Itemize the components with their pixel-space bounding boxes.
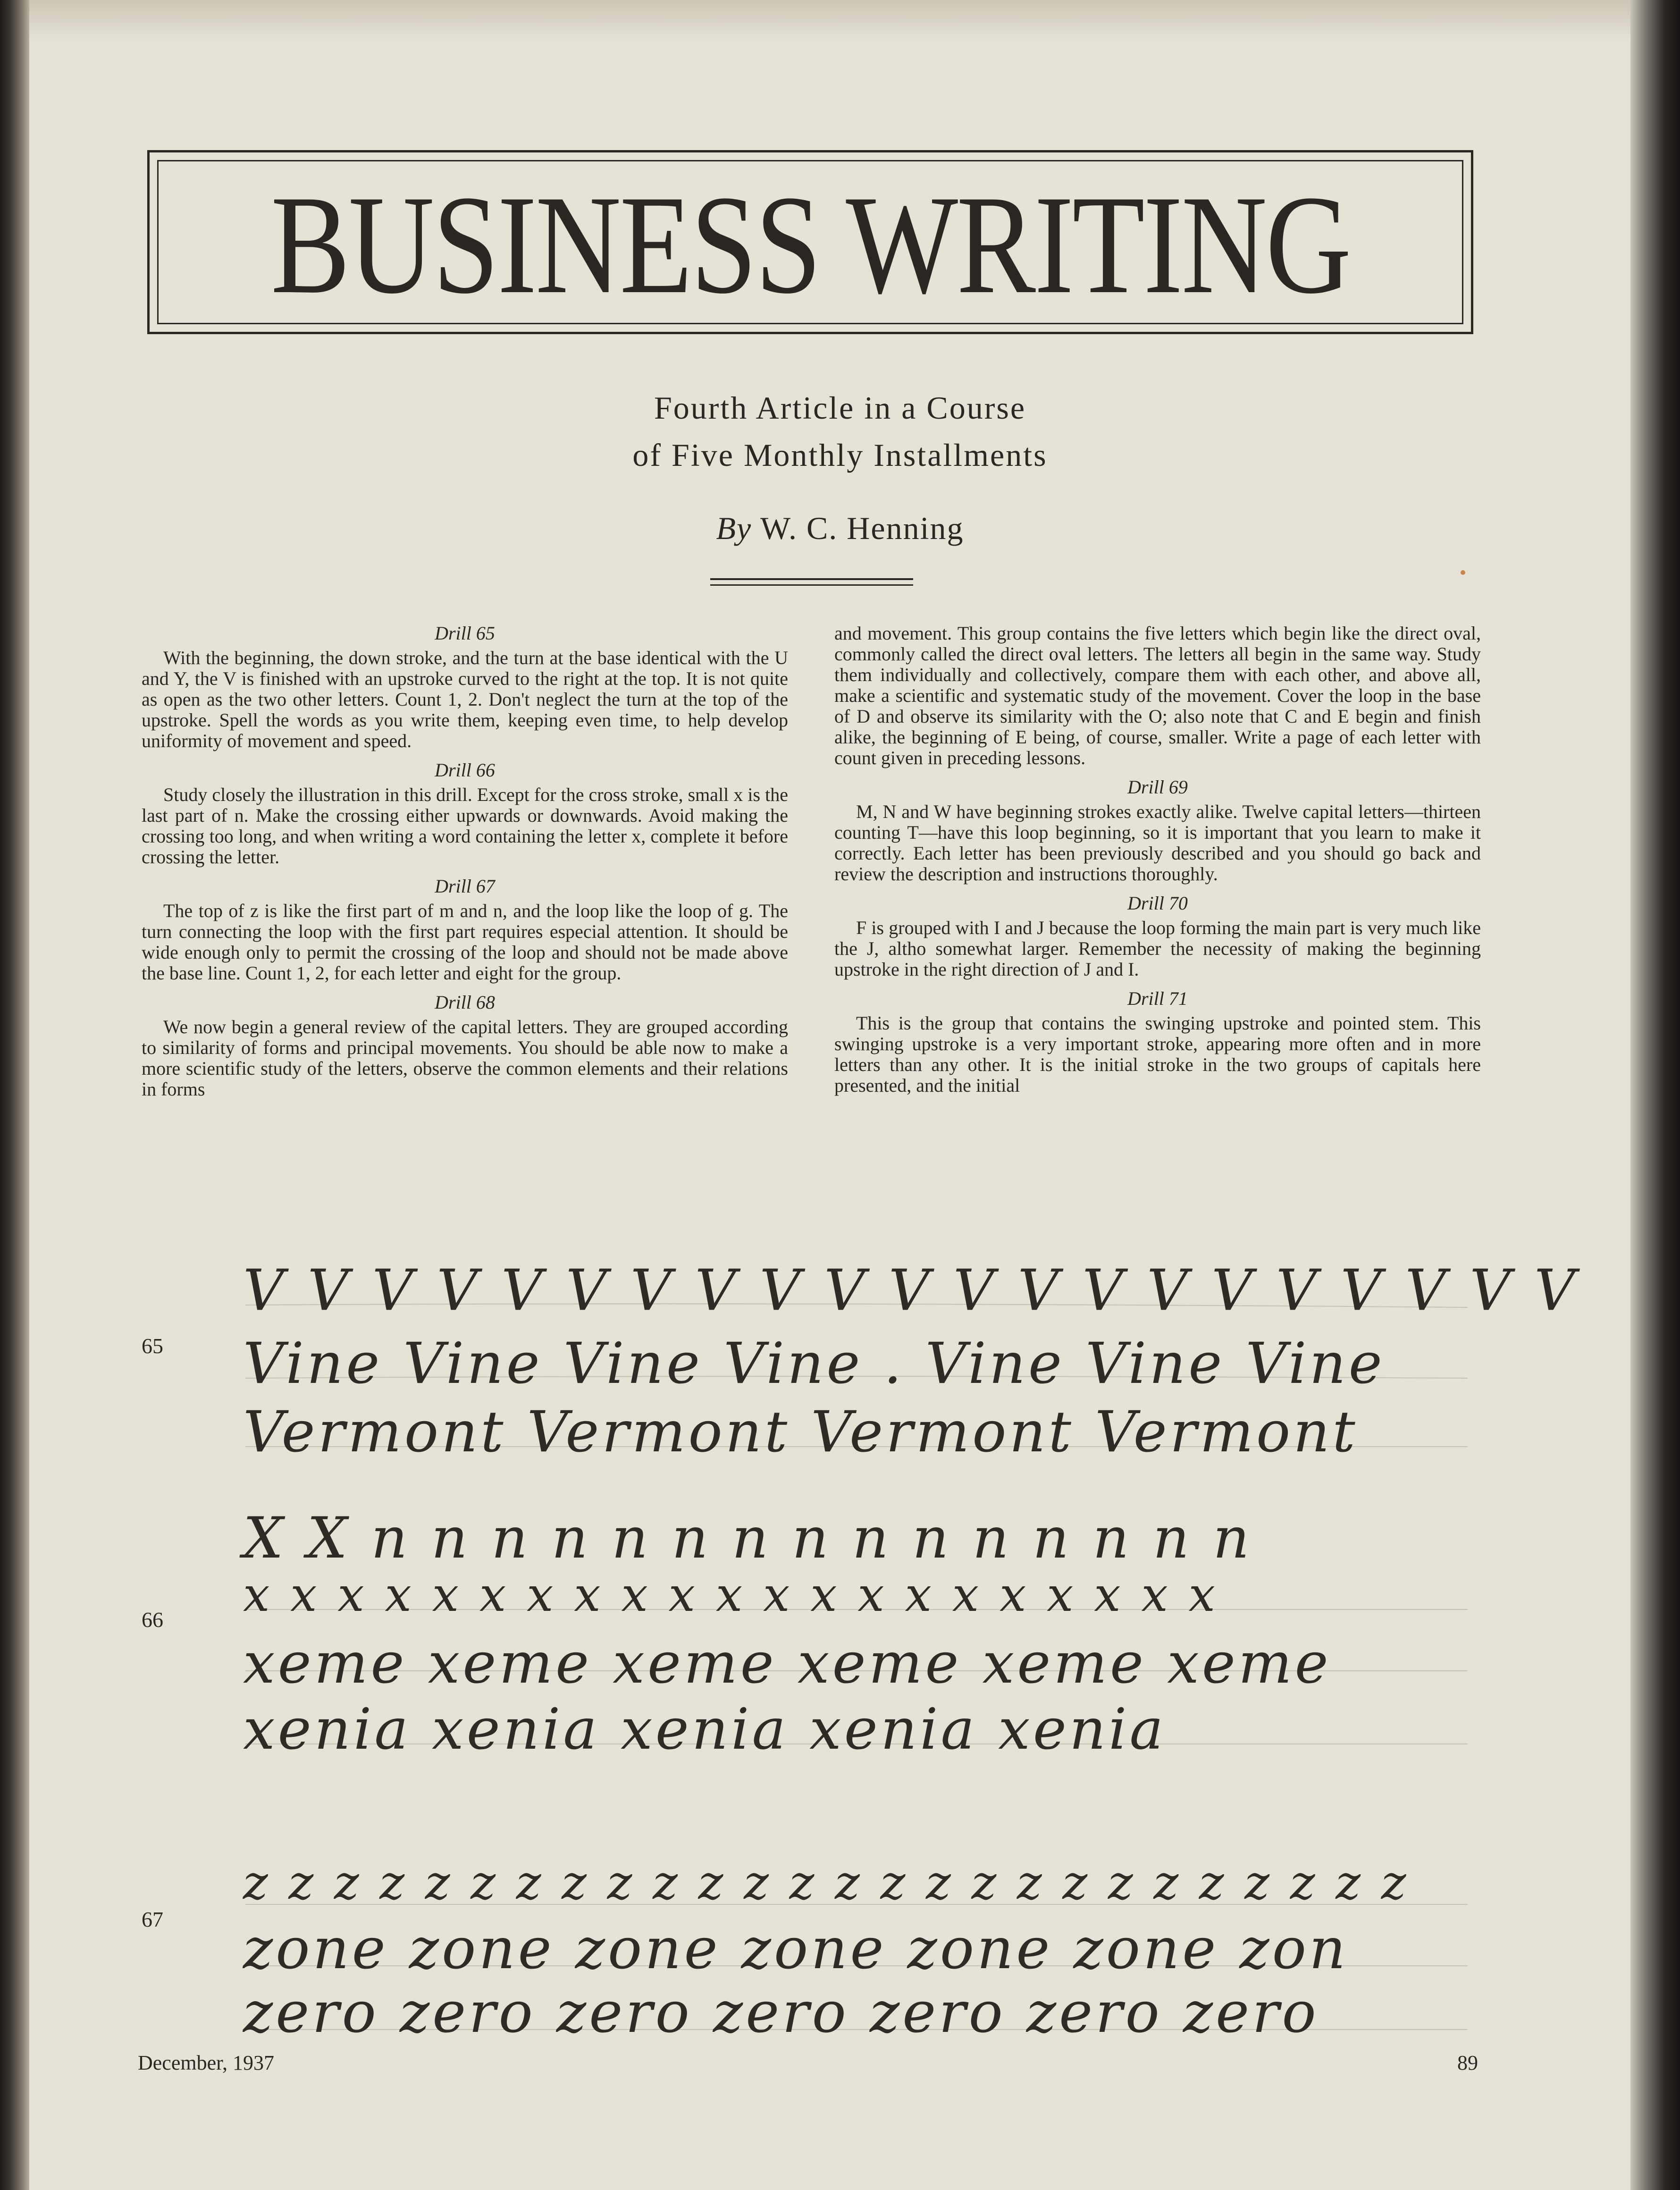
article-title: BUSINESS WRITING — [270, 166, 1350, 323]
subtitle-line-1: Fourth Article in a Course — [654, 390, 1026, 426]
drill-67-text: The top of z is like the first part of m and n, and the loop like the loop of g. The turn connecting the loop with the first part requires especial attention. It should be wide enough only to permit the crossing of the loop and should not be made above the base line. Count 1, 2, for each letter and eight for the group. — [142, 900, 788, 984]
book-spine-shadow — [0, 0, 29, 2190]
left-text-column — [142, 623, 788, 1108]
byline-prefix: By — [716, 510, 752, 546]
drill-71-heading: Drill 71 — [1127, 988, 1188, 1009]
byline — [330, 510, 1350, 547]
drill-70-heading: Drill 70 — [1127, 893, 1188, 914]
title-inner-frame — [157, 160, 1463, 324]
drill-67-heading: Drill 67 — [435, 876, 495, 897]
page-top-shadow — [29, 0, 1630, 42]
drill-68-continued-text: and movement. This group contains the five letters which begin like the direct oval, commonly called the direct oval letters. The letters all begin in the same way. Study them individually and collectively, compare them with each other, and above all, make a scientific and systematic study of the movement. Cover the loop in the base of D and observe its similarity with the O; also note that C and E begin and finish alike, the beginning of E being, of course, smaller. Write a page of each letter with count given in preceding lessons. — [834, 623, 1481, 768]
specimen-row-v: V V V V V V V V V V V V V V V V V V V V V — [243, 1258, 1578, 1323]
drill-66-heading: Drill 66 — [435, 759, 495, 781]
drill-71-text: This is the group that contains the swinging upstroke and pointed stem. This swinging upstroke is a very important stroke, appearing more often and in more letters than any other. It is the initial stroke in the two groups of capitals here presented, and the initial — [834, 1012, 1481, 1096]
specimen-row-vermont: Vermont Vermont Vermont Vermont — [243, 1399, 1358, 1465]
right-text-column — [834, 623, 1481, 1104]
drill-68-text: We now begin a general review of the capital letters. They are grouped according to similarity of forms and principal movements. You should be able now to make a more scientific study of the letters, observe the common elements and their relations in forms — [142, 1016, 788, 1100]
drill-65-heading: Drill 65 — [435, 623, 495, 644]
specimen-row-x-capitals: X X n n n n n n n n n n n n n n n — [243, 1506, 1252, 1571]
paper-stain — [1461, 570, 1465, 575]
title-frame — [147, 150, 1473, 334]
drill-66-text: Study closely the illustration in this drill. Except for the cross stroke, small x is the last part of n. Make the crossing either upwards or downwards. Avoid making the crossing too long, and when writing a word containing the letter x, complete it before crossing the letter. — [142, 784, 788, 868]
ornamental-rule-lower — [710, 584, 913, 586]
ornamental-rule — [710, 578, 913, 580]
specimen-row-x: x x x x x x x x x x x x x x x x x x x x x — [243, 1567, 1218, 1622]
specimen-row-zone: zone zone zone zone zone zone zon — [243, 1916, 1349, 1982]
specimen-row-vine: Vine Vine Vine Vine . Vine Vine Vine — [243, 1331, 1385, 1397]
drill-69-text: M, N and W have beginning strokes exactly alike. Twelve capital letters—thirteen counting T—have this loop beginning, so it is important that you learn to make it correctly. Each letter has been previously described and you should go back and review the description and instructions thoroughly. — [834, 801, 1481, 884]
drill-70-text: F is grouped with I and J because the loop forming the main part is very much like the J, altho somewhat larger. Remember the necessity of making the beginning upstroke in the right direction of J and I. — [834, 917, 1481, 980]
page-number: 89 — [1457, 2051, 1478, 2074]
issue-date: December, 1937 — [138, 2051, 275, 2074]
specimen-row-xenia: xenia xenia xenia xenia xenia — [243, 1697, 1167, 1762]
specimen-number-67: 67 — [142, 1907, 163, 1931]
drill-69-heading: Drill 69 — [1127, 776, 1188, 798]
specimen-number-66: 66 — [142, 1608, 163, 1632]
drill-68-heading: Drill 68 — [435, 992, 495, 1013]
handwriting-specimens — [137, 1237, 1578, 2046]
subtitle-line-2: of Five Monthly Installments — [632, 437, 1048, 473]
byline-author: W. C. Henning — [760, 510, 964, 546]
page-edge-right — [1630, 0, 1680, 2190]
specimen-row-zero: zero zero zero zero zero zero zero — [243, 1980, 1319, 2046]
specimen-number-65: 65 — [142, 1334, 163, 1358]
specimen-row-z: z z z z z z z z z z z z z z z z z z z z z z z z z z — [243, 1855, 1409, 1910]
specimen-row-xeme: xeme xeme xeme xeme xeme xeme — [243, 1631, 1331, 1696]
drill-65-text: With the beginning, the down stroke, and the turn at the base identical with the U and Y, the V is finished with an upstroke curved to the right at the top. It is not quite as open as the two other letters. Count 1, 2. Don't neglect the turn at the top of the upstroke. Spell the words as you write them, keeping even time, to help develop uniformity of movement and speed. — [142, 647, 788, 751]
